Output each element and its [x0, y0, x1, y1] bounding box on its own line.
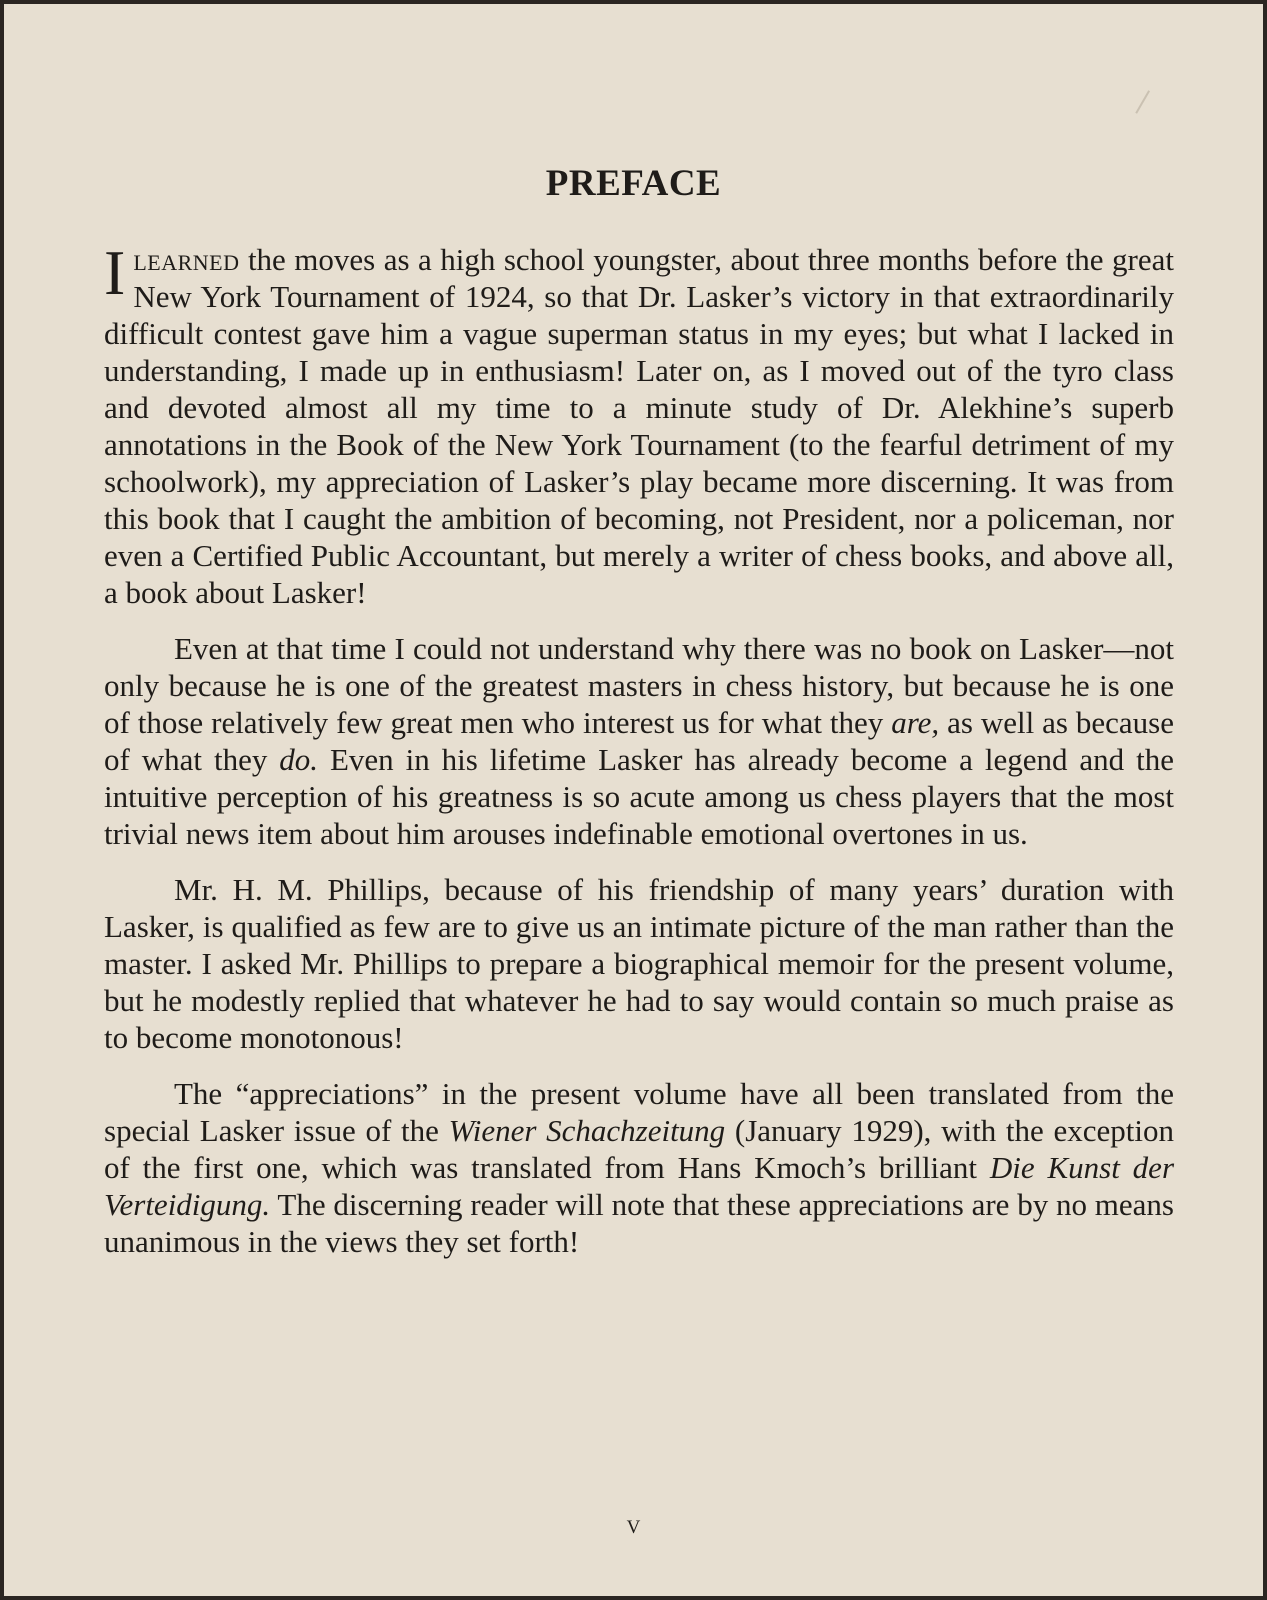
paragraph-3 [104, 871, 1174, 1056]
italic-are: are, [891, 705, 940, 740]
italic-die-kunst: Die Kunst der Verteidigung. [104, 1150, 1175, 1222]
paragraph-2 [104, 630, 1174, 852]
italic-wiener-schachzeitung: Wiener Schachzeitung [448, 1113, 726, 1148]
paragraph-1-text: the moves as a high school youngster, about three months before the great New York Tournament of 1924, so that Dr. Lasker’s victory in that extraordinarily difficult contest gave him a vague superman status in my eyes; but what I lacked in understanding, I made up in enthusiasm! Later on, as I moved out of the tyro class and devoted almost all my time to a minute study of Dr. Alekhine’s superb annotations in the Book of the New York Tournament (to the fearful detriment of my schoolwork), my appreciation of Lasker’s play became more discerning. It was from this book that I caught the ambition of becoming, not President, nor a policeman, nor even a Certified Public Accountant, but merely a writer of chess books, and above all, a book about Lasker! [104, 242, 1174, 610]
paragraph-2-text-b: as well as because of what they [104, 705, 1174, 777]
drop-cap: I [104, 237, 126, 308]
paragraph-4-text-c: The discerning reader will note that these appreciations are by no means unanimous in the views they set forth! [104, 1187, 1174, 1259]
italic-do: do. [279, 742, 319, 777]
page-number: v [626, 1509, 641, 1539]
paragraph-2-text-a: Even at that time I could not understand why there was no book on Lasker—not only because he is one of the greatest masters in chess history, but because he is one of those relatively few great men who interest us for what they [104, 631, 1174, 740]
page-title: PREFACE [545, 163, 722, 204]
book-page [4, 4, 1263, 1596]
paragraph-4 [104, 1075, 1174, 1260]
paragraph-2-text-c: Even in his lifetime Lasker has already become a legend and the intuitive perception of his greatness is so acute among us chess players that the most trivial news item about him arouses indefinable emotional overtones in us. [104, 742, 1174, 851]
lead-in-word: learned [133, 242, 240, 277]
paragraph-4-text-a: The “appreciations” in the present volume have all been translated from the special Lasker issue of the [104, 1076, 1174, 1148]
preface-body [104, 237, 1175, 1279]
paragraph-4-text-b: (January 1929), with the exception of the first one, which was translated from Hans Kmoch’s brilliant [104, 1113, 1174, 1185]
page-smudge [1118, 80, 1150, 114]
paragraph-3-text: Mr. H. M. Phillips, because of his friendship of many years’ duration with Lasker, is qualified as few are to give us an intimate picture of the man rather than the master. I asked Mr. Phillips to prepare a biographical memoir for the present volume, but he modestly replied that whatever he had to say would contain so much praise as to become monotonous! [104, 872, 1174, 1055]
paragraph-1 [104, 237, 1174, 611]
